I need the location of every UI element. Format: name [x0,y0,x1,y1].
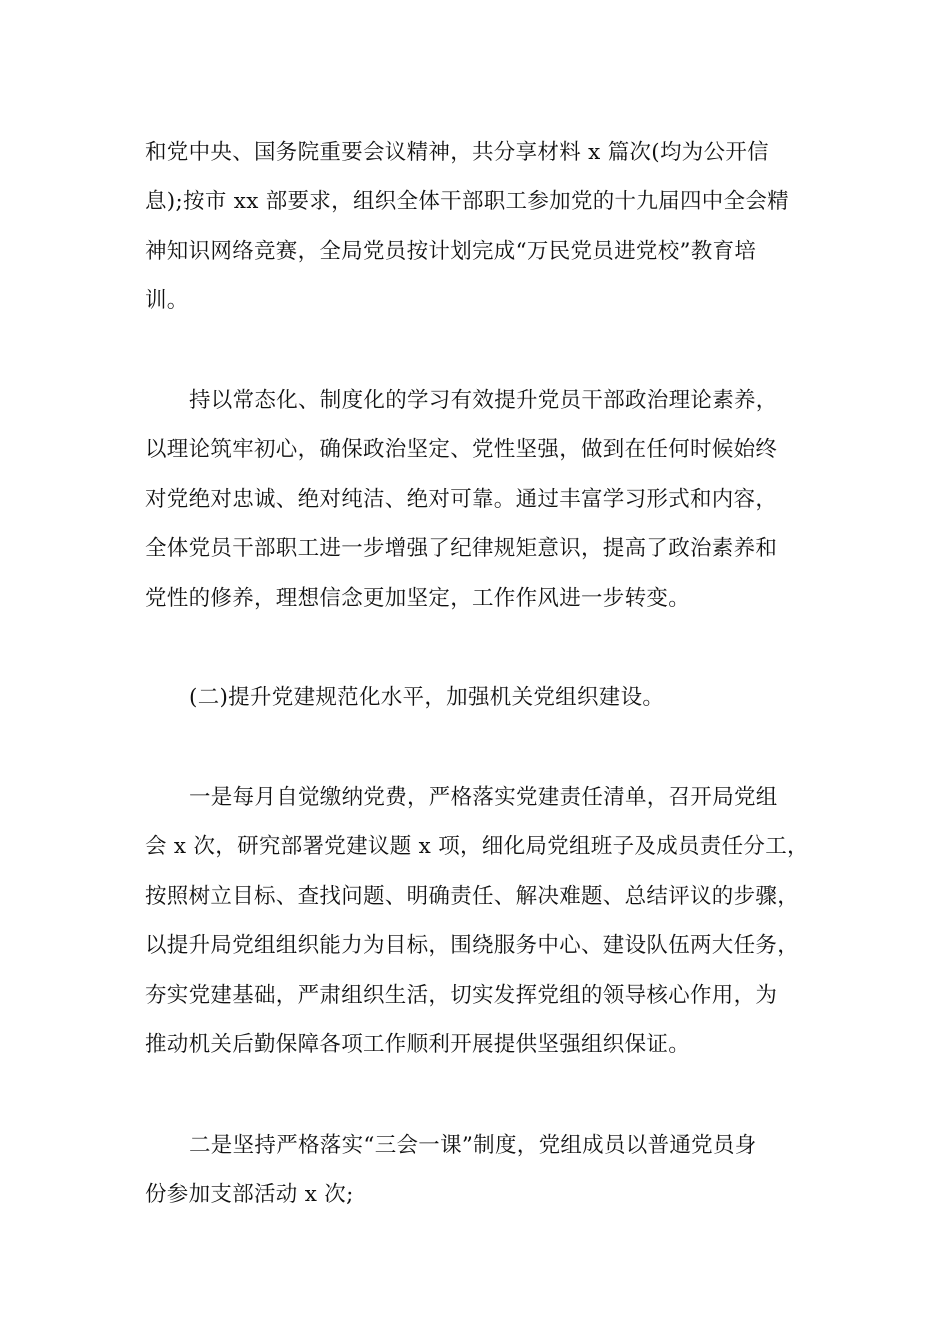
paragraph-party-dues [145,773,817,1069]
text-line: 党性的修养，理想信念更加坚定，工作作风进一步转变。 [145,585,691,611]
text-line: 夯实党建基础，严肃组织生活，切实发挥党组的领导核心作用，为 [145,982,778,1008]
text-line: 和党中央、国务院重要会议精神，共分享材料 x 篇次(均为公开信 [145,140,769,165]
text-line: 以理论筑牢初心，确保政治坚定、党性坚强，做到在任何时候始终 [145,437,778,463]
text-line: 会 x 次，研究部署党建议题 x 项，细化局党组班子及成员责任分工， [145,834,809,860]
text-line: 对党绝对忠诚、绝对纯洁、绝对可靠。通过丰富学习形式和内容， [145,486,778,512]
text-line: 二是坚持严格落实“三会一课”制度，党组成员以普通党员身 [189,1133,757,1158]
paragraph-three-meetings [145,1121,817,1220]
text-line: 推动机关后勤保障各项工作顺利开展提供坚强组织保证。 [145,1031,691,1057]
text-line: 一是每月自觉缴纳党费，严格落实党建责任清单，召开局党组 [189,785,778,810]
text-line: 按照树立目标、查找问题、明确责任、解决难题、总结评议的步骤， [145,883,800,909]
heading-line: (二)提升党建规范化水平，加强机关党组织建设。 [189,685,665,710]
text-line: 神知识网络竞赛，全局党员按计划完成“万民党员进党校”教育培 [145,238,757,264]
text-line: 训。 [145,288,189,314]
text-line: 持以常态化、制度化的学习有效提升党员干部政治理论素养， [189,388,778,413]
text-line: 以提升局党组组织能力为目标，围绕服务中心、建设队伍两大任务， [145,933,800,959]
text-line: 息);按市 xx 部要求，组织全体干部职工参加党的十九届四中全会精 [145,189,789,215]
section-heading [145,673,817,722]
text-line: 全体党员干部职工进一步增强了纪律规矩意识，提高了政治素养和 [145,536,778,562]
paragraph-theory-study [145,376,817,623]
paragraph-study-sharing [145,128,817,326]
text-line: 份参加支部活动 x 次; [145,1182,354,1208]
